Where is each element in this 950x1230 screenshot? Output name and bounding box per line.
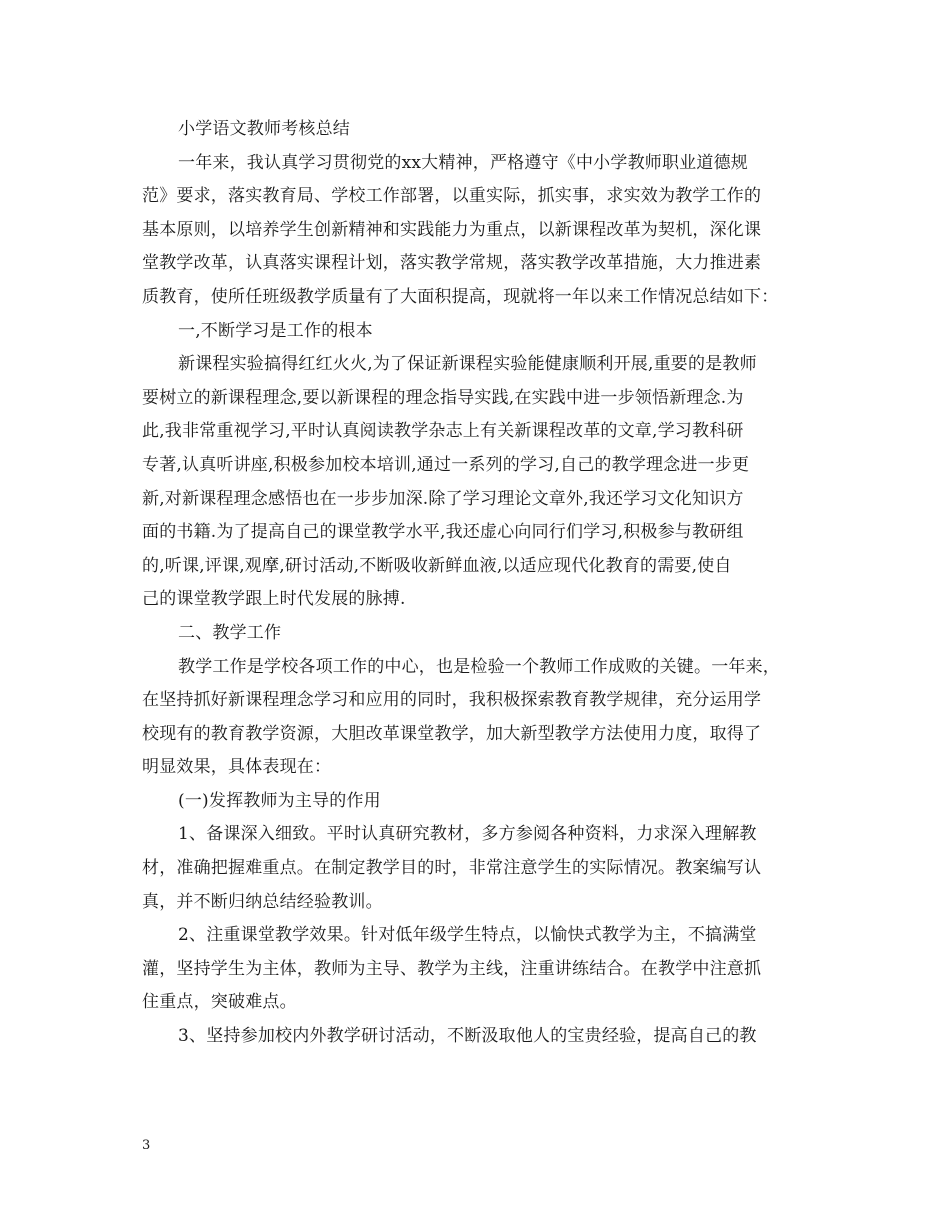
document-body <box>142 113 808 1054</box>
paragraph-line: 材，准确把握难重点。在制定教学目的时，非常注意学生的实际情况。教案编写认 <box>142 858 762 879</box>
paragraph-line: 基本原则，以培养学生创新精神和实践能力为重点，以新课程改革为契机，深化课 <box>142 219 762 240</box>
paragraph-line: 3、坚持参加校内外教学研讨活动，不断汲取他人的宝贵经验，提高自己的教 <box>178 1026 757 1047</box>
paragraph-line: 己的课堂教学跟上时代发展的脉搏. <box>142 589 406 610</box>
paragraph-line: 灌，坚持学生为主体，教师为主导、教学为主线，注重讲练结合。在教学中注意抓 <box>142 958 762 979</box>
paragraph-line: 范》要求，落实教育局、学校工作部署，以重实际，抓实事，求实效为教学工作的 <box>142 186 762 207</box>
paragraph-line: 教学工作是学校各项工作的中心，也是检验一个教师工作成败的关键。一年来， <box>178 656 780 677</box>
paragraph-line: 一年来，我认真学习贯彻党的xx大精神，严格遵守《中小学教师职业道德规 <box>178 152 748 173</box>
paragraph-line: 新课程实验搞得红红火火,为了保证新课程实验能健康顺利开展,重要的是教师 <box>178 354 757 375</box>
paragraph-line: 质教育，使所任班级教学质量有了大面积提高，现就将一年以来工作情况总结如下： <box>142 286 779 307</box>
paragraph-line: 面的书籍.为了提高自己的课堂教学水平,我还虚心向同行们学习,积极参与教研组 <box>142 522 744 543</box>
subsection-heading: (一)发挥教师为主导的作用 <box>178 790 381 811</box>
paragraph-line: 真，并不断归纳总结经验教训。 <box>142 891 383 912</box>
paragraph-line: 专著,认真听讲座,积极参加校本培训,通过一系列的学习,自己的教学理念进一步更 <box>142 454 750 475</box>
paragraph-line: 要树立的新课程理念,要以新课程的理念指导实践,在实践中进一步领悟新理念.为 <box>142 387 744 408</box>
section-heading: 一,不断学习是工作的根本 <box>178 320 373 341</box>
paragraph-line: 堂教学改革，认真落实课程计划，落实教学常规，落实教学改革措施，大力推进素 <box>142 253 762 274</box>
paragraph-line: 2、注重课堂教学效果。针对低年级学生特点，以愉快式教学为主，不搞满堂 <box>178 925 757 946</box>
paragraph-line: 明显效果，具体表现在： <box>142 757 332 778</box>
paragraph-line: 此,我非常重视学习,平时认真阅读教学杂志上有关新课程改革的文章,学习教科研 <box>142 421 744 442</box>
page-number: 3 <box>142 1138 151 1153</box>
section-heading: 二、教学工作 <box>178 622 282 643</box>
paragraph-line: 住重点，突破难点。 <box>142 992 297 1013</box>
paragraph-line: 1、备课深入细致。平时认真研究教材，多方参阅各种资料，力求深入理解教 <box>178 824 757 845</box>
paragraph-line: 新,对新课程理念感悟也在一步步加深.除了学习理论文章外,我还学习文化知识方 <box>142 488 744 509</box>
paragraph-line: 在坚持抓好新课程理念学习和应用的同时，我积极探索教育教学规律，充分运用学 <box>142 690 762 711</box>
document-title: 小学语文教师考核总结 <box>178 119 350 139</box>
paragraph-line: 校现有的教育教学资源，大胆改革课堂教学，加大新型教学方法使用力度，取得了 <box>142 723 762 744</box>
paragraph-line: 的,听课,评课,观摩,研讨活动,不断吸收新鲜血液,以适应现代化教育的需要,使自 <box>142 555 732 576</box>
